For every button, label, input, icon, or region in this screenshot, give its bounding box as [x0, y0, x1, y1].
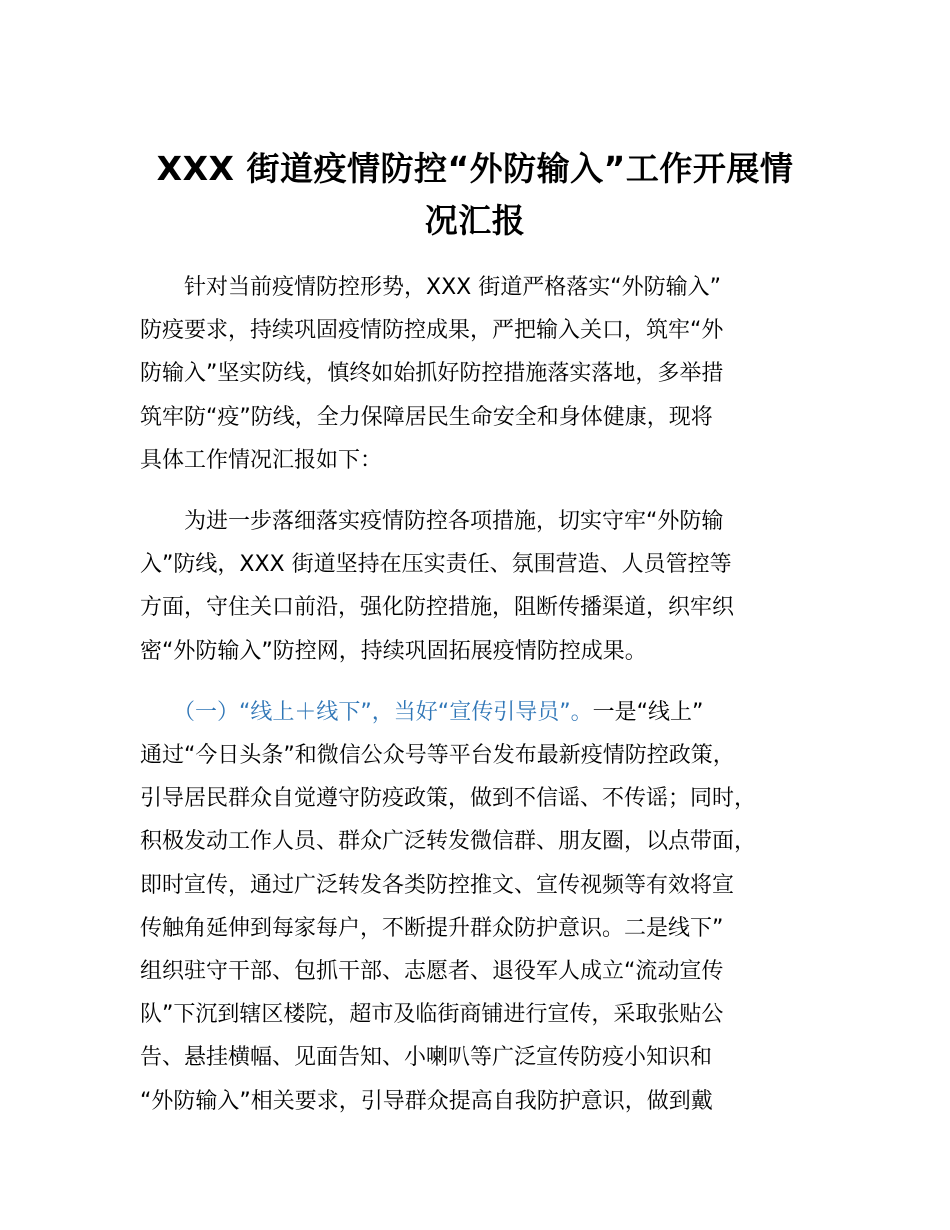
paragraph-line: “外防输入”相关要求，引导群众提高自我防护意识，做到戴: [140, 1088, 713, 1114]
paragraph-section-1: [140, 691, 840, 1123]
paragraph-line: 即时宣传，通过广泛转发各类防控推文、宣传视频等有效将宣: [140, 872, 735, 898]
paragraph-overview: [140, 500, 840, 673]
paragraph-line: 通过“今日头条”和微信公众号等平台发布最新疫情防控政策，: [140, 743, 735, 769]
paragraph-line: 积极发动工作人员、群众广泛转发微信群、朋友圈，以点带面，: [140, 829, 757, 855]
paragraph-line: 入”防线，XXX 街道坚持在压实责任、氛围营造、人员管控等: [140, 552, 732, 578]
paragraph-line: 防疫要求，持续巩固疫情防控成果，严把输入关口，筑牢“外: [140, 318, 724, 344]
paragraph-line: 为进一步落细落实疫情防控各项措施，切实守牢“外防输: [140, 509, 724, 535]
document-body: [140, 266, 840, 1123]
paragraph-spacer: [140, 673, 840, 691]
title-line-1: XXX 街道疫情防控“外防输入”工作开展情: [156, 149, 794, 188]
paragraph-line: 传触角延伸到每家每户，不断提升群众防护意识。二是线下”: [140, 915, 724, 941]
paragraph-line: 引导居民群众自觉遵守防疫政策，做到不信谣、不传谣；同时，: [140, 786, 757, 812]
section-heading: （一）“线上＋线下”，当好“宣传引导员”。: [140, 699, 593, 725]
paragraph-intro: [140, 266, 840, 482]
paragraph-line: 方面，守住关口前沿，强化防控措施，阻断传播渠道，织牢织: [140, 595, 735, 621]
paragraph-line: 组织驻守干部、包抓干部、志愿者、退役军人成立“流动宣传: [140, 959, 724, 985]
title-line-2: 况汇报: [424, 201, 526, 240]
paragraph-line: 防输入”坚实防线，慎终如始抓好防控措施落实落地，多举措: [140, 361, 724, 387]
paragraph-line: 筑牢防“疫”防线，全力保障居民生命安全和身体健康，现将: [140, 404, 713, 430]
paragraph-line: 告、悬挂横幅、见面告知、小喇叭等广泛宣传防疫小知识和: [140, 1045, 713, 1071]
document-title: [140, 143, 810, 247]
paragraph-line: 队”下沉到辖区楼院，超市及临街商铺进行宣传，采取张贴公: [140, 1002, 724, 1028]
paragraph-line: [140, 691, 840, 734]
paragraph-line: 密“外防输入”防控网，持续巩固拓展疫情防控成果。: [140, 638, 647, 664]
paragraph-line: 针对当前疫情防控形势，XXX 街道严格落实“外防输入”: [140, 275, 722, 300]
paragraph-spacer: [140, 482, 840, 500]
section-heading-rest: 一是“线上”: [592, 699, 704, 725]
paragraph-line: 具体工作情况汇报如下：: [140, 447, 383, 473]
